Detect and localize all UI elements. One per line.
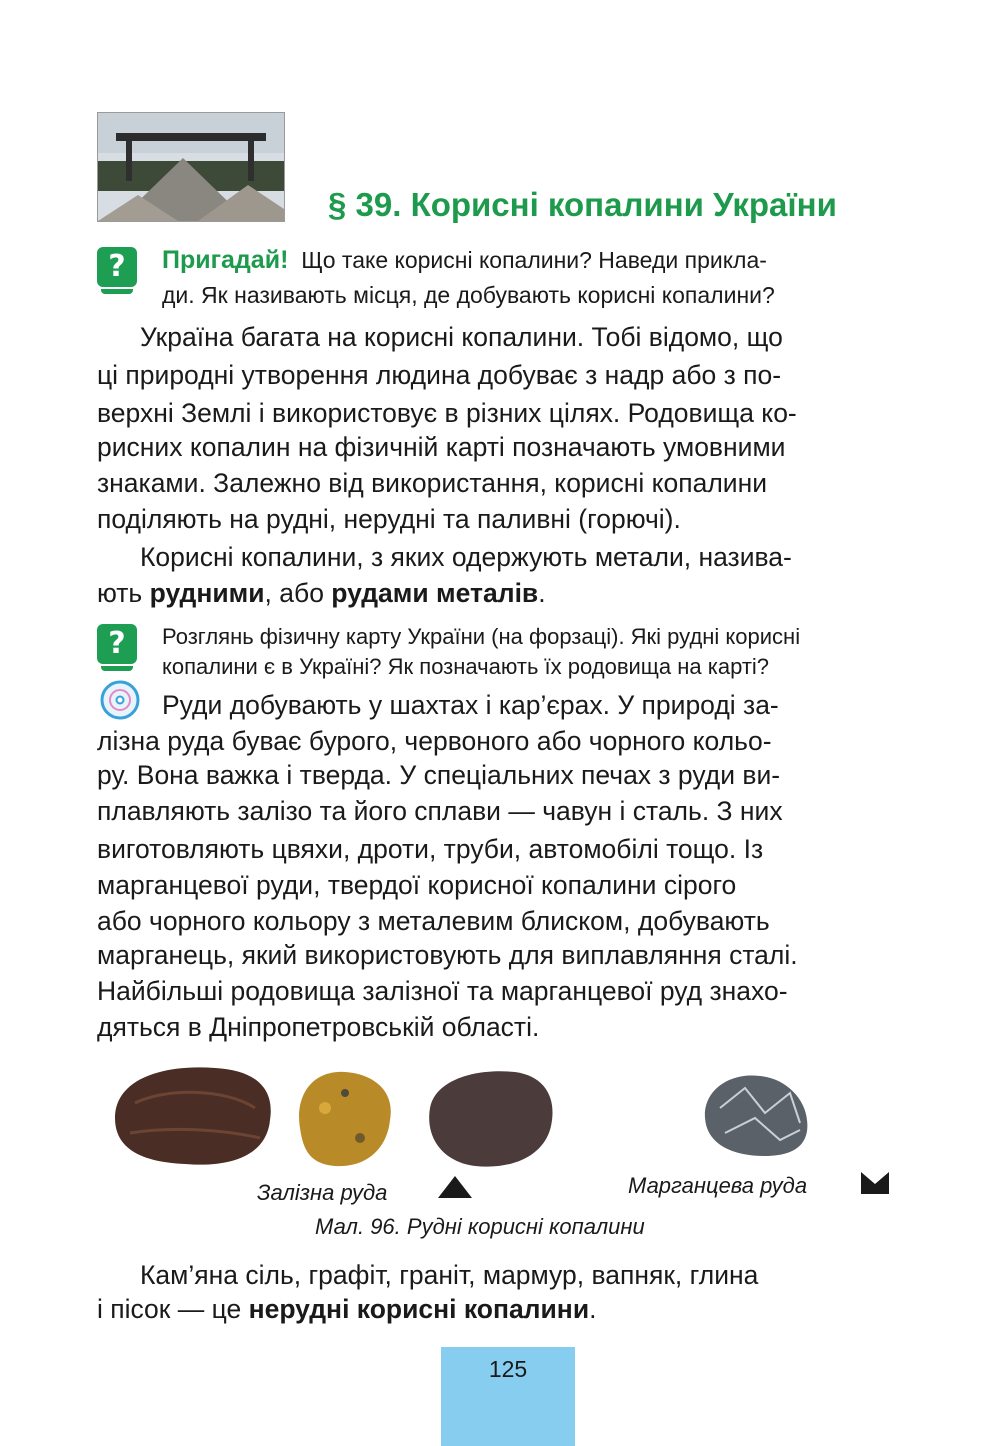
para3-line: ру. Вона важка і тверда. У спеціальних печах з руди ви-: [97, 760, 781, 790]
term-rudamy-metaliv: рудами металів: [331, 578, 539, 608]
recall-text-1: Що таке корисні копалини? Наведи прикла-: [301, 247, 767, 273]
para4-line: Кам’яна сіль, графіт, граніт, мармур, вапняк, глина: [140, 1260, 759, 1290]
term-rudnymy: рудними: [149, 578, 265, 608]
question-icon: ?: [97, 247, 137, 287]
para1-line: поділяють на рудні, нерудні та паливні (горючі).: [97, 504, 681, 534]
para1-line: ці природні утворення людина добуває з надр або з по-: [97, 360, 782, 390]
recall-label: Пригадай!: [162, 246, 289, 274]
para3-line: або чорного кольору з металевим блиском, добувають: [97, 906, 770, 936]
manganese-ore-symbol-icon: [861, 1172, 889, 1194]
para1-line: рисних копалин на фізичній карті позначають умовними: [97, 432, 786, 462]
para3-line: виготовляють цвяхи, дроти, труби, автомобілі тощо. Із: [97, 834, 764, 864]
para1-line: знаками. Залежно від використання, корисні копалини: [97, 468, 768, 498]
ore-samples-image: [105, 1058, 915, 1188]
label-iron-ore: Залізна руда: [257, 1180, 388, 1205]
para3-line: марганець, який використовують для виплавляння сталі.: [97, 940, 798, 970]
task-line: Розглянь фізичну карту України (на форзаці). Які рудні корисні: [162, 624, 801, 649]
para3-line: плавляють залізо та його сплави — чавун і сталь. З них: [97, 796, 783, 826]
figure-caption: Мал. 96. Рудні корисні копалини: [315, 1214, 645, 1239]
para3-line: Руди добувають у шахтах і кар’єрах. У природі за-: [162, 690, 779, 720]
recall-line-1: [162, 246, 767, 275]
disc-icon: [100, 680, 140, 720]
para1-line: Україна багата на корисні копалини. Тобі відомо, що: [140, 322, 783, 352]
para2-line: ють рудними, або рудами металів.: [97, 578, 546, 608]
para3-line: Найбільші родовища залізної та марганцевої руд знахо-: [97, 976, 788, 1006]
para3-line: лізна руда буває бурого, червоного або чорного кольо-: [97, 726, 772, 756]
para3-line: дяться в Дніпропетровській області.: [97, 1012, 540, 1042]
question-icon: ?: [97, 624, 137, 664]
quarry-photo: [97, 112, 285, 222]
page-title: § 39. Корисні копалини України: [328, 186, 837, 223]
term-nerudni: нерудні корисні копалини: [248, 1294, 590, 1324]
para2-line: Корисні копалини, з яких одержують метали, назива-: [140, 542, 792, 572]
recall-line-2: ди. Як називають місця, де добувають корисні копалини?: [162, 282, 775, 308]
task-line: копалини є в Україні? Як позначають їх родовища на карті?: [162, 654, 770, 679]
label-manganese-ore: Марганцева руда: [628, 1173, 808, 1198]
para1-line: верхні Землі і використовує в різних цілях. Родовища ко-: [97, 398, 797, 428]
para4-line: і пісок — це нерудні корисні копалини.: [97, 1294, 597, 1324]
para3-line: марганцевої руди, твердої корисної копалини сірого: [97, 870, 737, 900]
iron-ore-symbol-icon: [438, 1176, 472, 1198]
page-number: 125: [488, 1356, 528, 1382]
